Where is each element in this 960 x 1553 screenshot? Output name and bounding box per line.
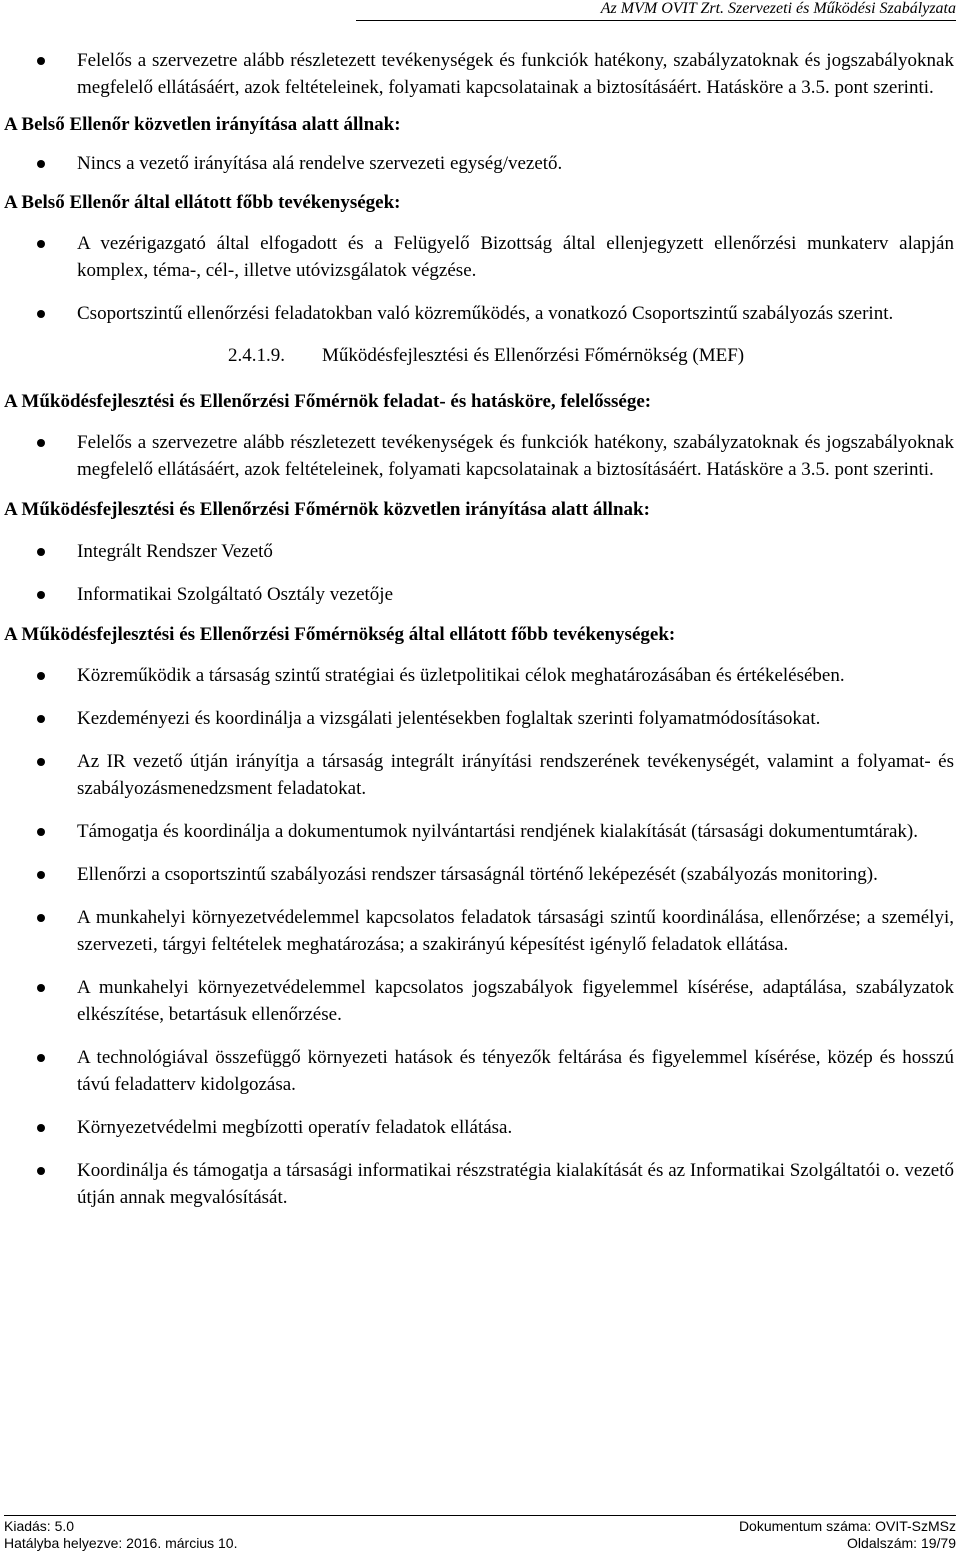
list-item: A vezérigazgató által elfogadott és a Felügyelő Bizottság által ellenjegyzett ellenőrzési munkaterv alapján komplex, téma-, cél-, illetve utóvizsgálatok végzése.: [4, 230, 954, 284]
bullet-icon: [37, 439, 45, 447]
bullet-icon: [37, 828, 45, 836]
bullet-icon: [37, 914, 45, 922]
bullet-icon: [37, 548, 45, 556]
list-item: Felelős a szervezetre alább részletezett tevékenységek és funkciók hatékony, szabályzatoknak és jogszabályoknak megfelelő ellátásáért, azok feltételeinek, folyamati kapcsolatainak a biztosításáért. Hatásköre a 3.5. pont szerinti.: [4, 47, 954, 101]
subsection-title: [4, 342, 954, 369]
list-item: A munkahelyi környezetvédelemmel kapcsolatos jogszabályok figyelemmel kísérése, adaptálása, szabályzatok elkészítése, betartásuk ellenőrzése.: [4, 974, 954, 1028]
list-item: Felelős a szervezetre alább részletezett tevékenységek és funkciók hatékony, szabályzatoknak és jogszabályoknak megfelelő ellátásáért, azok feltételeinek, folyamati kapcsolatainak a biztosításáért. Hatásköre a 3.5. pont szerinti.: [4, 429, 954, 483]
activities-list-internal-auditor: [4, 230, 954, 327]
list-item: Nincs a vezető irányítása alá rendelve szervezeti egység/vezető.: [4, 150, 954, 177]
list-item: A munkahelyi környezetvédelemmel kapcsolatos feladatok társasági szintű koordinálása, ellenőrzése; a személyi, szervezeti, tárgyi feltételek meghatározása; a szakirányú képesítést igénylő feladatok ellátása.: [4, 904, 954, 958]
bullet-icon: [37, 758, 45, 766]
responsibility-list-mef: [4, 429, 954, 483]
subordinates-list-internal-auditor: [4, 150, 954, 177]
list-item: A technológiával összefüggő környezeti hatások és tényezők feltárása és figyelemmel kísérése, közép és hosszú távú feladatterv kidolgozása.: [4, 1044, 954, 1098]
section-heading: A Működésfejlesztési és Ellenőrzési Főmérnök feladat- és hatásköre, felelőssége:: [4, 391, 652, 412]
list-item: Csoportszintű ellenőrzési feladatokban való közreműködés, a vonatkozó Csoportszintű szabályozás szerint.: [4, 300, 954, 327]
responsibility-list-internal-auditor: [4, 47, 954, 101]
list-item: Támogatja és koordinálja a dokumentumok nyilvántartási rendjének kialakítását (társasági dokumentumtárak).: [4, 818, 954, 845]
list-item: Ellenőrzi a csoportszintű szabályozási rendszer társaságnál történő leképezését (szabályozás monitoring).: [4, 861, 954, 888]
page-footer: [4, 1515, 956, 1552]
section-heading: A Belső Ellenőr közvetlen irányítása alatt állnak:: [4, 114, 401, 135]
list-item: Informatikai Szolgáltató Osztály vezetője: [4, 581, 954, 608]
issue-number: Kiadás: 5.0: [4, 1518, 75, 1534]
section-heading: A Belső Ellenőr által ellátott főbb tevékenységek:: [4, 192, 401, 213]
bullet-icon: [37, 160, 45, 168]
bullet-icon: [37, 1167, 45, 1175]
subsection-number: 2.4.1.9.: [228, 345, 285, 366]
page-content: [4, 47, 954, 1211]
bullet-icon: [37, 871, 45, 879]
subordinates-list-mef: [4, 538, 954, 608]
list-item: Kezdeményezi és koordinálja a vizsgálati jelentésekben foglaltak szerinti folyamatmódosításokat.: [4, 705, 954, 732]
bullet-icon: [37, 1124, 45, 1132]
bullet-icon: [37, 1054, 45, 1062]
section-heading: A Működésfejlesztési és Ellenőrzési Főmérnökség által ellátott főbb tevékenységek:: [4, 624, 676, 645]
document-number: Dokumentum száma: OVIT-SzMSz: [738, 1518, 956, 1534]
bullet-icon: [37, 715, 45, 723]
bullet-icon: [37, 672, 45, 680]
footer-row: [4, 1518, 956, 1535]
list-item: Koordinálja és támogatja a társasági informatikai részstratégia kialakítását és az Informatikai Szolgáltatói o. vezető útján annak megvalósítását.: [4, 1157, 954, 1211]
bullet-icon: [37, 984, 45, 992]
page-number: Oldalszám: 19/79: [847, 1535, 956, 1551]
list-item: Integrált Rendszer Vezető: [4, 538, 954, 565]
bullet-icon: [37, 591, 45, 599]
bullet-icon: [37, 240, 45, 248]
bullet-icon: [37, 57, 45, 65]
subsection-name: Működésfejlesztési és Ellenőrzési Főmérnökség (MEF): [322, 345, 745, 366]
bullet-icon: [37, 310, 45, 318]
list-item: Közreműködik a társaság szintű stratégiai és üzletpolitikai célok meghatározásában és értékelésében.: [4, 662, 954, 689]
section-heading: A Működésfejlesztési és Ellenőrzési Főmérnök közvetlen irányítása alatt állnak:: [4, 499, 650, 520]
list-item: Az IR vezető útján irányítja a társaság integrált irányítási rendszerének tevékenységét, valamint a folyamat- és szabályozásmenedzsment feladatokat.: [4, 748, 954, 802]
list-item: Környezetvédelmi megbízotti operatív feladatok ellátása.: [4, 1114, 954, 1141]
running-header: Az MVM OVIT Zrt. Szervezeti és Működési Szabályzata: [356, 0, 956, 21]
footer-row: [4, 1535, 956, 1552]
activities-list-mef: [4, 662, 954, 1211]
effective-date: Hatályba helyezve: 2016. március 10.: [4, 1535, 238, 1551]
